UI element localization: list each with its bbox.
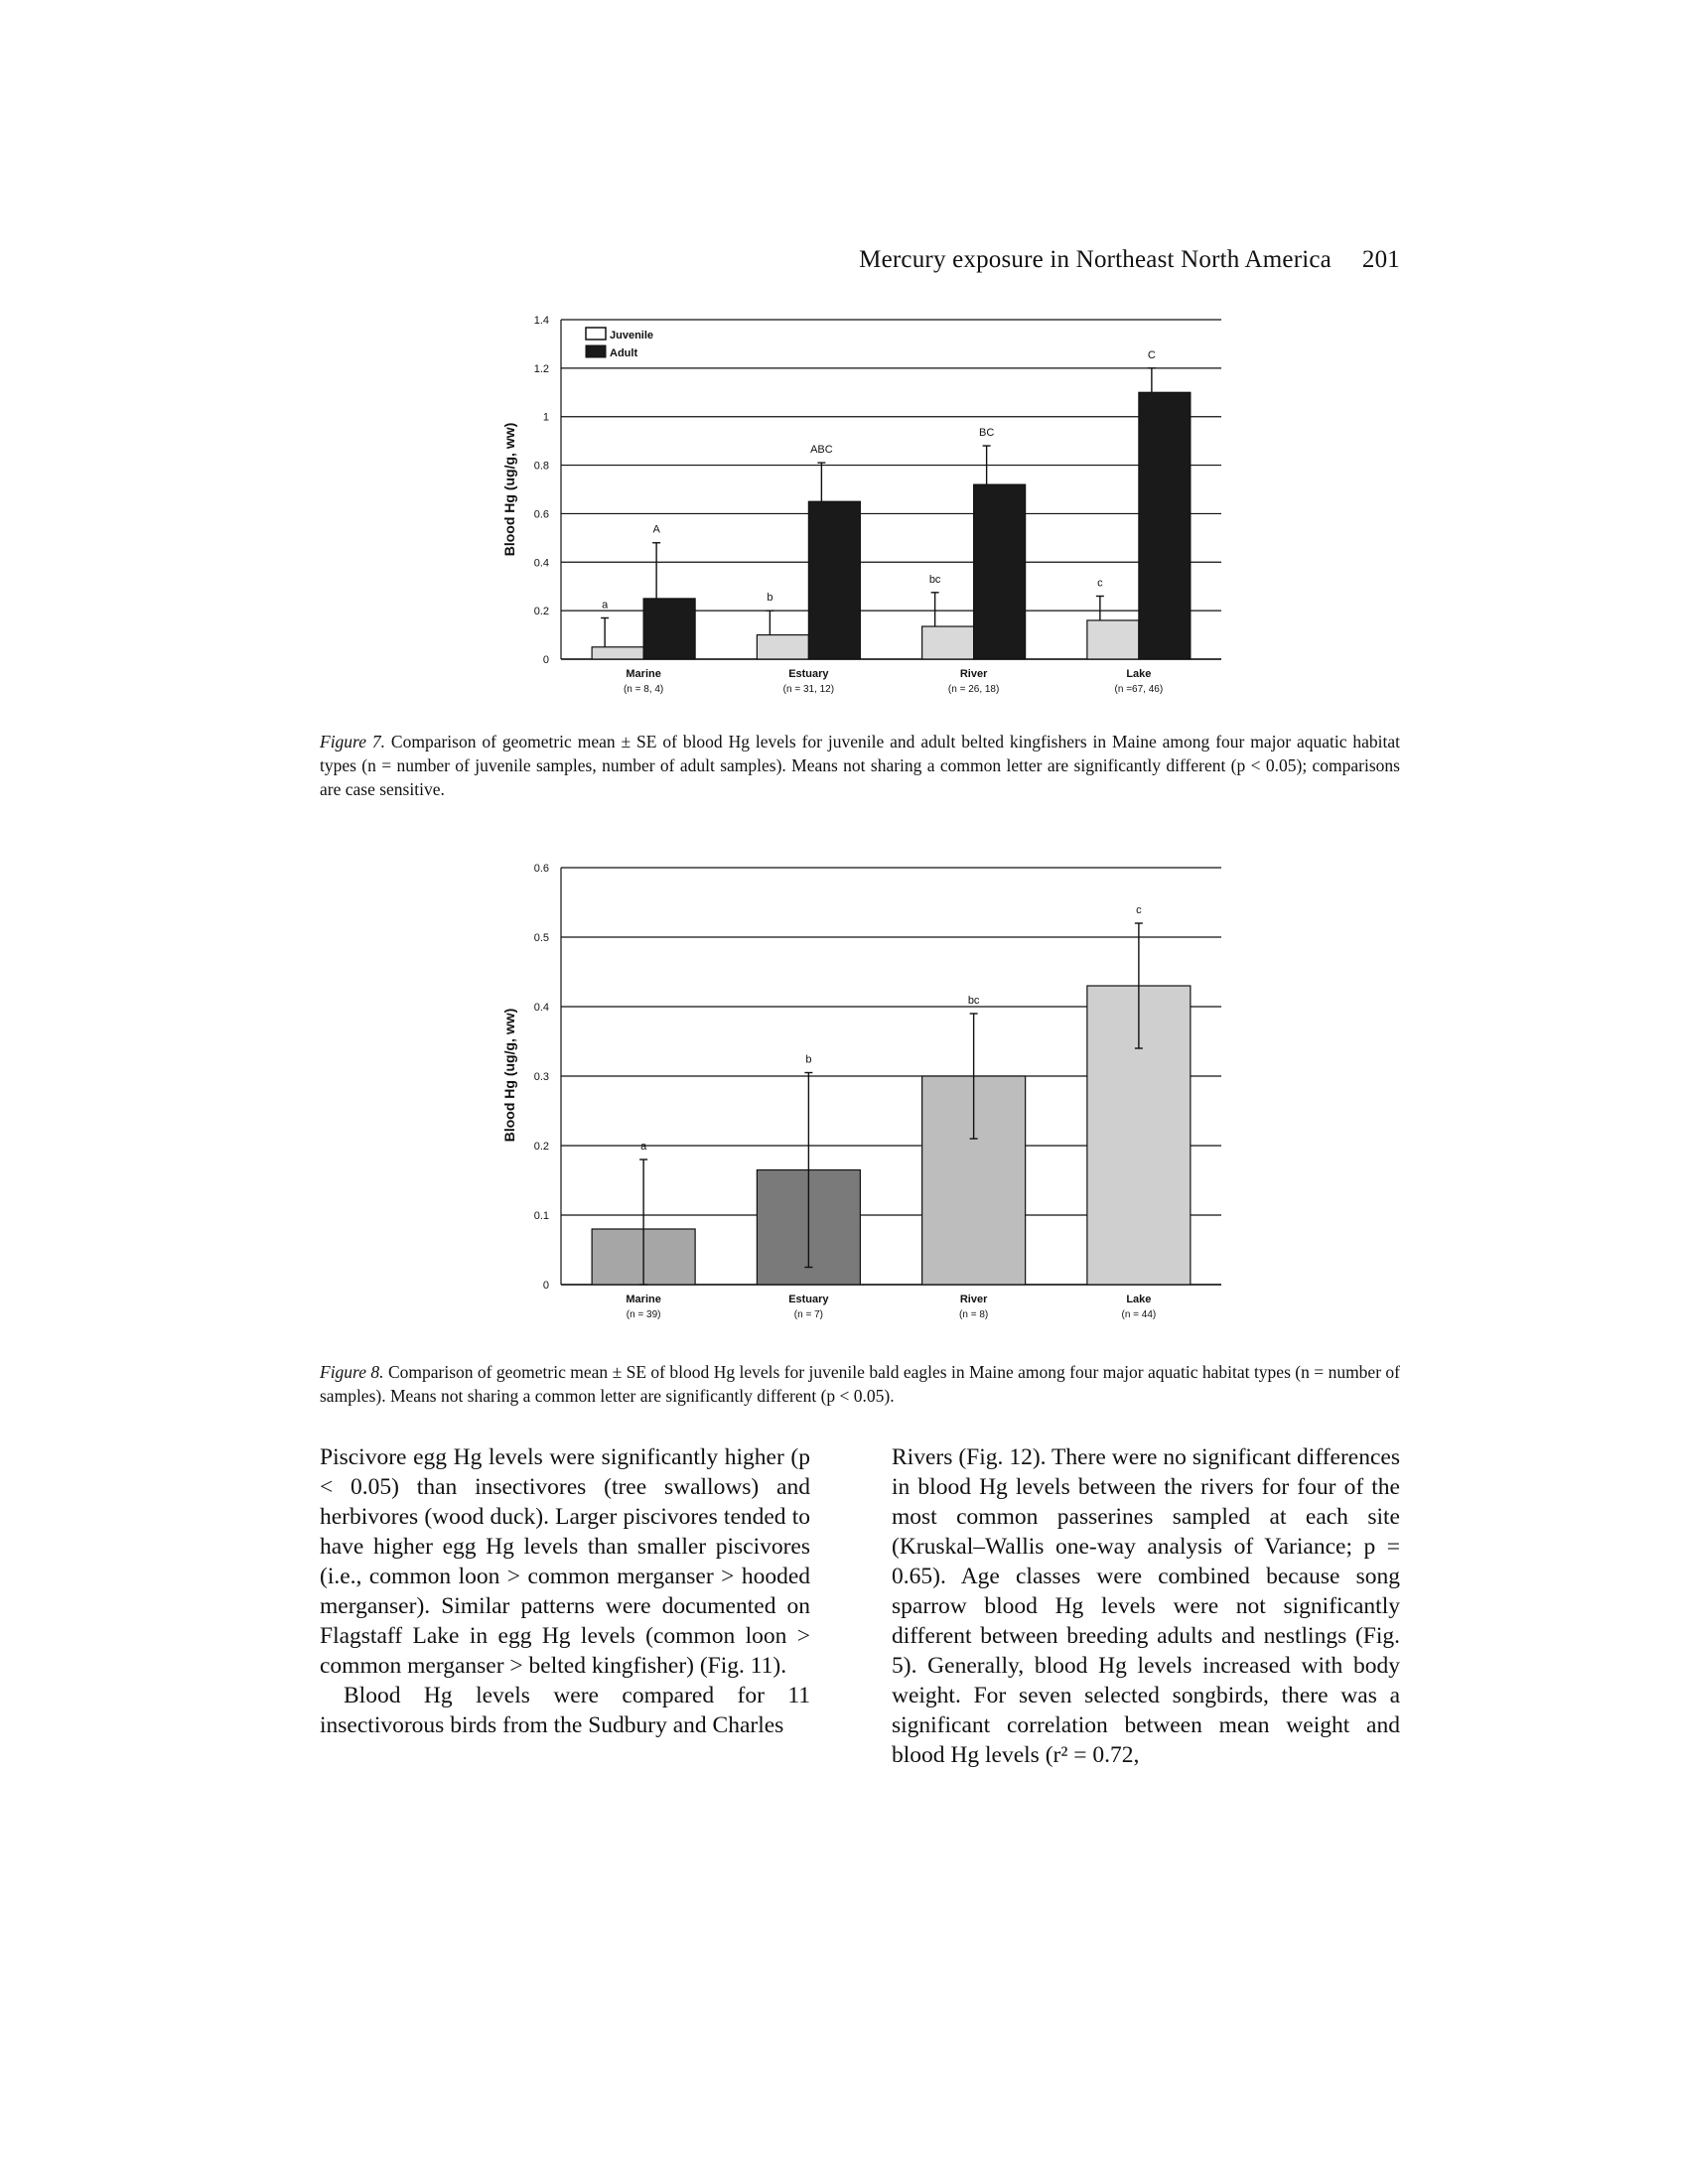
legend-label-juvenile: Juvenile [610, 330, 654, 341]
body-left-column [320, 1442, 810, 1740]
y-tick-label: 0.6 [533, 863, 549, 875]
x-category-label: Marine [626, 1294, 661, 1305]
page-number: 201 [1361, 246, 1400, 273]
y-tick-label: 0 [542, 654, 549, 666]
bar [1139, 392, 1191, 659]
y-tick-label: 0.1 [533, 1210, 549, 1222]
y-tick-label: 1.4 [533, 315, 549, 327]
legend-label-adult: Adult [610, 347, 638, 359]
figure7-caption-label: Figure 7. [320, 732, 386, 751]
figure8-caption-text: Comparison of geometric mean ± SE of blood Hg levels for juvenile bald eagles in Maine among four major aquatic habitat types (n = number of samples). Means not sharing a common letter are significantly different (p < 0.05). [320, 1362, 1401, 1406]
y-tick-label: 0.6 [533, 508, 549, 521]
significance-letter: C [1147, 348, 1156, 361]
y-tick-label: 0.5 [533, 932, 549, 944]
y-tick-label: 0 [542, 1280, 549, 1292]
x-category-label: River [959, 1294, 988, 1305]
x-category-n-label: (n = 31, 12) [782, 684, 835, 695]
figure8-chart [496, 854, 1221, 1340]
x-category-n-label: (n = 8) [959, 1309, 989, 1320]
significance-letter: c [1136, 904, 1142, 916]
body-paragraph: Piscivore egg Hg levels were significantly higher (p < 0.05) than insectivores (tree swallows) and herbivores (wood duck). Larger piscivores tended to have higher egg Hg levels than smaller piscivores (i.e., common loon > common merganser > hooded merganser). Similar patterns were documented on Flagstaff Lake in egg Hg levels (common loon > common merganser > belted kingfisher) (Fig. 11). [320, 1444, 810, 1679]
bar [974, 484, 1026, 659]
x-category-label: Lake [1126, 668, 1152, 680]
figure7-ylabel: Blood Hg (ug/g, ww) [501, 422, 517, 557]
x-category-n-label: (n =67, 46) [1114, 684, 1164, 695]
significance-letter: A [652, 523, 660, 536]
x-category-n-label: (n = 26, 18) [947, 684, 1000, 695]
figure7-legend [586, 328, 653, 359]
x-category-label: River [959, 668, 988, 680]
y-tick-label: 0.3 [533, 1071, 549, 1083]
body-paragraph: Rivers (Fig. 12). There were no significant differences in blood Hg levels between the rivers for four of the most common passerines sampled at each site (Kruskal–Wallis one-way analysis of Variance; p = 0.65). Age classes were combined because song sparrow blood Hg levels were not significantly different between breeding adults and nestlings (Fig. 5). Generally, blood Hg levels increased with body weight. For seven selected songbirds, there was a significant correlation between mean weight and blood Hg levels (r² = 0.72, [892, 1444, 1400, 1768]
significance-letter: bc [928, 573, 941, 586]
x-category-label: Marine [626, 668, 661, 680]
significance-letter: a [602, 599, 609, 612]
significance-letter: b [805, 1053, 812, 1066]
figure7-caption-text: Comparison of geometric mean ± SE of blood Hg levels for juvenile and adult belted kingfishers in Maine among four major aquatic habitat types (n = number of juvenile samples, number of adult samples). Means not sharing a common letter are significantly different (p < 0.05); comparisons are case sensitive. [320, 732, 1401, 799]
x-category-n-label: (n = 7) [793, 1309, 823, 1320]
bar [808, 501, 860, 659]
figure8-caption-label: Figure 8. [320, 1362, 384, 1382]
figure7-svg [496, 308, 1221, 715]
bar [1087, 620, 1139, 659]
body-paragraph: Blood Hg levels were compared for 11 insectivorous birds from the Sudbury and Charles [320, 1683, 810, 1738]
x-category-label: Lake [1126, 1294, 1152, 1305]
figure8-svg [496, 854, 1221, 1340]
x-category-n-label: (n = 44) [1121, 1309, 1157, 1320]
bar [592, 647, 643, 659]
running-title: Mercury exposure in Northeast North America [859, 246, 1332, 273]
y-tick-label: 0.8 [533, 460, 549, 473]
y-tick-label: 1 [542, 411, 549, 424]
legend-swatch-juvenile [586, 328, 606, 340]
bar [643, 599, 695, 659]
y-tick-label: 0.4 [533, 557, 549, 570]
legend-swatch-adult [586, 345, 606, 357]
running-header [844, 246, 1400, 274]
significance-letter: c [1097, 577, 1103, 590]
bar [922, 626, 974, 659]
significance-letter: BC [978, 427, 995, 440]
y-tick-label: 0.2 [533, 606, 549, 618]
bar [757, 635, 808, 659]
figure7-chart [496, 308, 1221, 715]
significance-letter: ABC [810, 444, 833, 457]
significance-letter: a [640, 1141, 647, 1153]
y-tick-label: 1.2 [533, 362, 549, 375]
significance-letter: bc [967, 995, 980, 1007]
body-right-column [892, 1442, 1400, 1770]
x-category-n-label: (n = 8, 4) [623, 684, 664, 695]
y-tick-label: 0.2 [533, 1141, 549, 1153]
figure8-ylabel: Blood Hg (ug/g, ww) [501, 1008, 517, 1143]
x-category-n-label: (n = 39) [626, 1309, 661, 1320]
figure8-caption [320, 1360, 1400, 1408]
significance-letter: b [767, 592, 773, 605]
x-category-label: Estuary [788, 668, 829, 680]
x-category-label: Estuary [788, 1294, 829, 1305]
y-tick-label: 0.4 [533, 1002, 549, 1014]
figure7-caption [320, 730, 1400, 801]
